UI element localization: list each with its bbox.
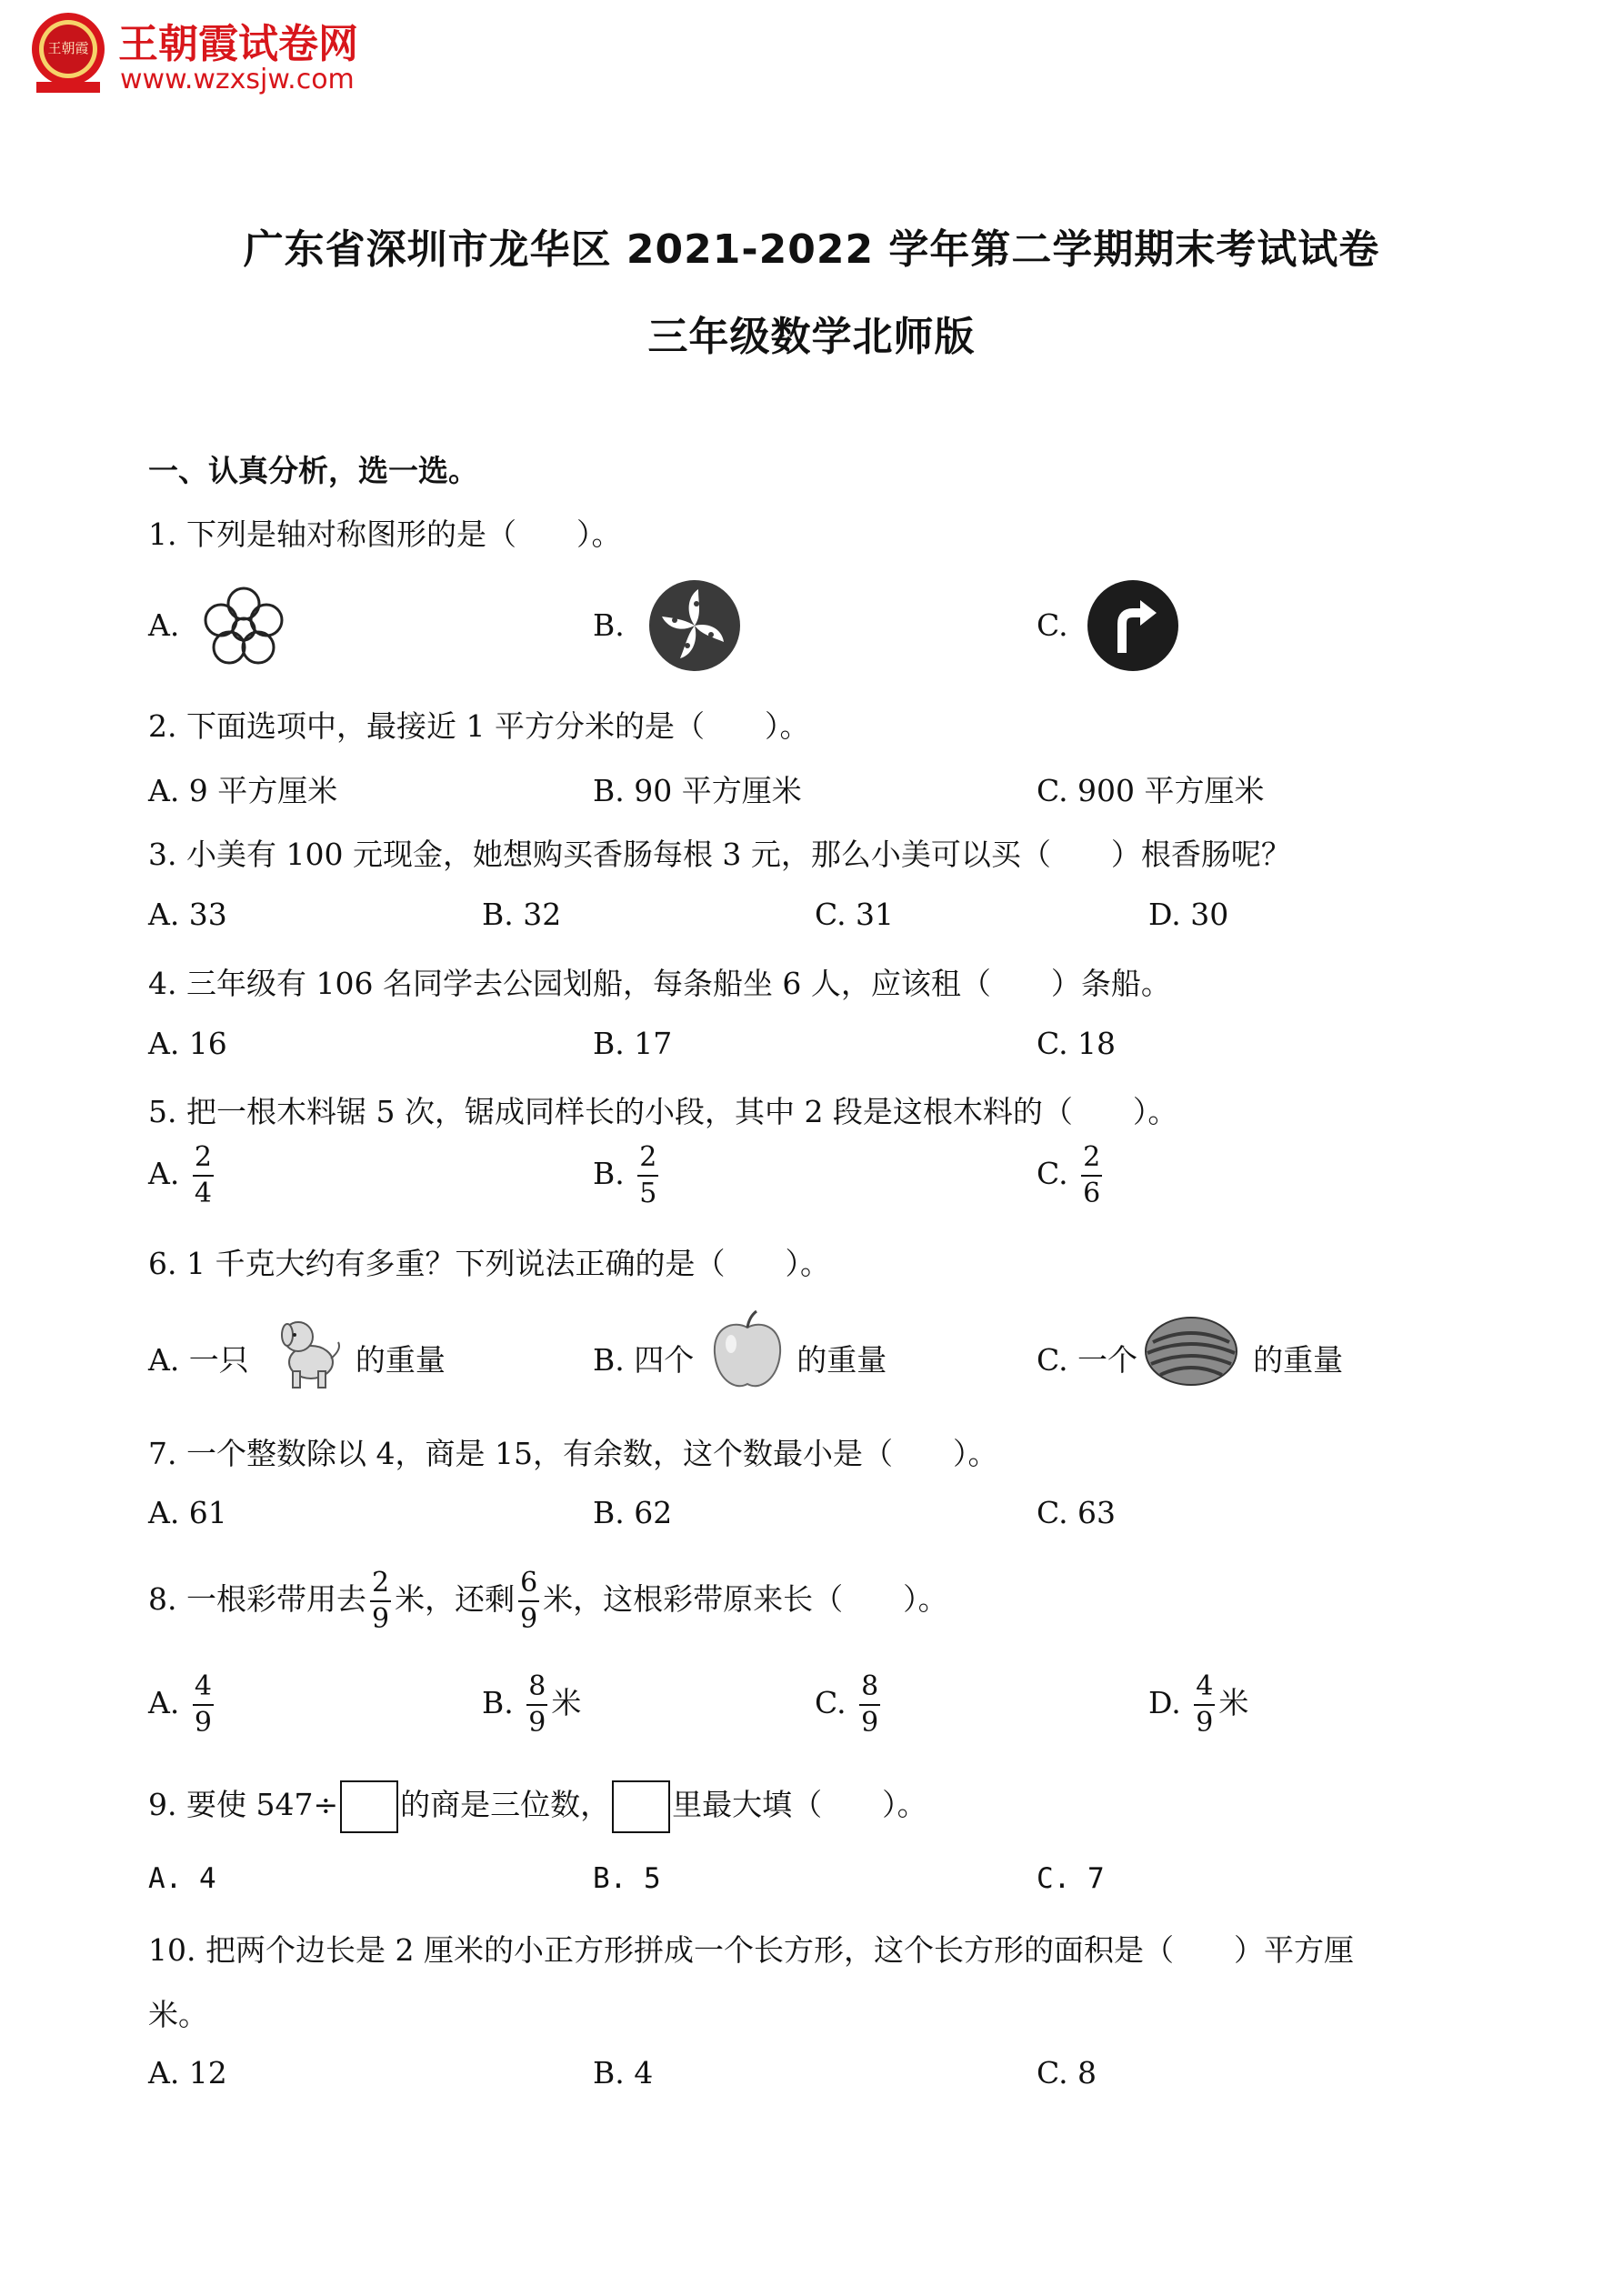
site-logo	[27, 9, 109, 96]
question-5: 5. 把一根木料锯 5 次，锯成同样长的小段，其中 2 段是这根木料的（ ）。	[148, 1094, 1178, 1129]
document-subtitle: 三年级数学北师版	[647, 314, 976, 360]
bauhinia-emblem-icon[interactable]	[646, 577, 744, 675]
q9-text-post: 里最大填（ ）。	[672, 1787, 927, 1822]
puppy-icon	[264, 1309, 346, 1391]
q7-option-a[interactable]: A. 61	[148, 1495, 227, 1530]
q8-option-a-label: A.	[148, 1685, 180, 1720]
fraction: $\frac{4}{9}$	[1196, 1670, 1214, 1739]
q4-option-a[interactable]: A. 16	[148, 1026, 227, 1061]
q8-option-b[interactable]	[482, 1670, 582, 1739]
site-url[interactable]: www.wzxsjw.com	[120, 64, 355, 95]
q5-option-b[interactable]	[593, 1141, 662, 1209]
q8-option-d[interactable]	[1148, 1670, 1249, 1739]
q1-option-c-label: C.	[1037, 607, 1068, 643]
q10-option-b[interactable]: B. 4	[593, 2055, 654, 2090]
q2-option-c[interactable]: C. 900 平方厘米	[1037, 773, 1265, 808]
q8-option-a[interactable]	[148, 1670, 217, 1739]
q8-option-b-unit: 米	[551, 1685, 582, 1720]
q4-option-b[interactable]: B. 17	[593, 1026, 673, 1061]
logo-seal-text: 王朝霞	[47, 40, 89, 56]
q5-option-b-label: B.	[593, 1156, 625, 1191]
q8-option-b-label: B.	[482, 1685, 514, 1720]
q6-option-c-post: 的重量	[1253, 1342, 1344, 1378]
q8-text-post: 米，这根彩带原来长（ ）。	[543, 1581, 948, 1617]
fraction: $\frac{6}{9}$	[520, 1567, 538, 1635]
q9-option-b[interactable]: B. 5	[593, 1862, 661, 1895]
turn-right-sign-icon[interactable]	[1084, 577, 1182, 675]
question-1: 1. 下列是轴对称图形的是（ ）。	[148, 516, 622, 552]
q9-text-mid: 的商是三位数，	[400, 1787, 611, 1822]
answer-box	[340, 1780, 398, 1833]
fraction: $\frac{2}{9}$	[371, 1567, 390, 1635]
question-6: 6. 1 千克大约有多重？下列说法正确的是（ ）。	[148, 1246, 830, 1281]
q8-option-c-label: C.	[815, 1685, 847, 1720]
site-brand-name: 王朝霞试卷网	[118, 21, 358, 67]
q5-option-c-label: C.	[1037, 1156, 1068, 1191]
q3-option-a[interactable]: A. 33	[148, 897, 227, 932]
q2-option-a[interactable]: A. 9 平方厘米	[148, 773, 338, 808]
q3-option-c[interactable]: C. 31	[815, 897, 895, 932]
question-10-continuation: 米。	[148, 1997, 208, 2032]
q10-option-c[interactable]: C. 8	[1037, 2055, 1097, 2090]
q6-option-a-post: 的重量	[355, 1342, 446, 1378]
question-7: 7. 一个整数除以 4，商是 15，有余数，这个数最小是（ ）。	[148, 1436, 998, 1471]
q4-option-c[interactable]: C. 18	[1037, 1026, 1117, 1061]
fraction: $\frac{4}{9}$	[194, 1670, 212, 1739]
fraction: $\frac{2}{4}$	[194, 1141, 212, 1209]
question-9	[148, 1780, 927, 1833]
fraction: $\frac{2}{6}$	[1083, 1141, 1101, 1209]
watermelon-icon	[1144, 1315, 1238, 1388]
fraction: $\frac{8}{9}$	[861, 1670, 879, 1739]
q10-option-a[interactable]: A. 12	[148, 2055, 227, 2090]
q1-option-a-label: A.	[148, 607, 180, 643]
q6-option-c-pre: C. 一个	[1037, 1342, 1138, 1378]
fraction: $\frac{2}{5}$	[639, 1141, 657, 1209]
flower-icon[interactable]	[198, 582, 289, 673]
q5-option-a[interactable]	[148, 1141, 217, 1209]
q6-option-a-pre: A. 一只	[148, 1342, 249, 1378]
question-2: 2. 下面选项中，最接近 1 平方分米的是（ ）。	[148, 708, 810, 744]
q8-text-mid: 米，还剩	[395, 1581, 516, 1617]
q3-option-d[interactable]: D. 30	[1148, 897, 1229, 932]
document-title: 广东省深圳市龙华区 2021-2022 学年第二学期期末考试试卷	[243, 226, 1380, 273]
question-4: 4. 三年级有 106 名同学去公园划船，每条船坐 6 人，应该租（ ）条船。	[148, 966, 1171, 1001]
q9-text-pre: 9. 要使 547÷	[148, 1787, 339, 1822]
q3-option-b[interactable]: B. 32	[482, 897, 562, 932]
q7-option-b[interactable]: B. 62	[593, 1495, 673, 1530]
q1-option-b-label: B.	[593, 607, 625, 643]
q8-option-d-label: D.	[1148, 1685, 1181, 1720]
q6-option-b-pre: B. 四个	[593, 1342, 695, 1378]
fraction: $\frac{8}{9}$	[528, 1670, 546, 1739]
question-10: 10. 把两个边长是 2 厘米的小正方形拼成一个长方形，这个长方形的面积是（ ）平方厘	[148, 1932, 1354, 1968]
question-8	[148, 1569, 948, 1633]
q8-option-d-unit: 米	[1218, 1685, 1249, 1720]
section-heading: 一、认真分析，选一选。	[148, 453, 478, 488]
q8-option-c[interactable]	[815, 1670, 884, 1739]
question-3: 3. 小美有 100 元现金，她想购买香肠每根 3 元，那么小美可以买（ ）根香肠呢？	[148, 837, 1291, 872]
q2-option-b[interactable]: B. 90 平方厘米	[593, 773, 802, 808]
q9-option-a[interactable]: A. 4	[148, 1862, 216, 1895]
q6-option-b-post: 的重量	[796, 1342, 887, 1378]
apple-icon	[707, 1308, 787, 1393]
answer-box	[612, 1780, 670, 1833]
q5-option-a-label: A.	[148, 1156, 180, 1191]
q7-option-c[interactable]: C. 63	[1037, 1495, 1117, 1530]
q8-text-pre: 8. 一根彩带用去	[148, 1581, 366, 1617]
q5-option-c[interactable]	[1037, 1141, 1106, 1209]
q9-option-c[interactable]: C. 7	[1037, 1862, 1105, 1895]
